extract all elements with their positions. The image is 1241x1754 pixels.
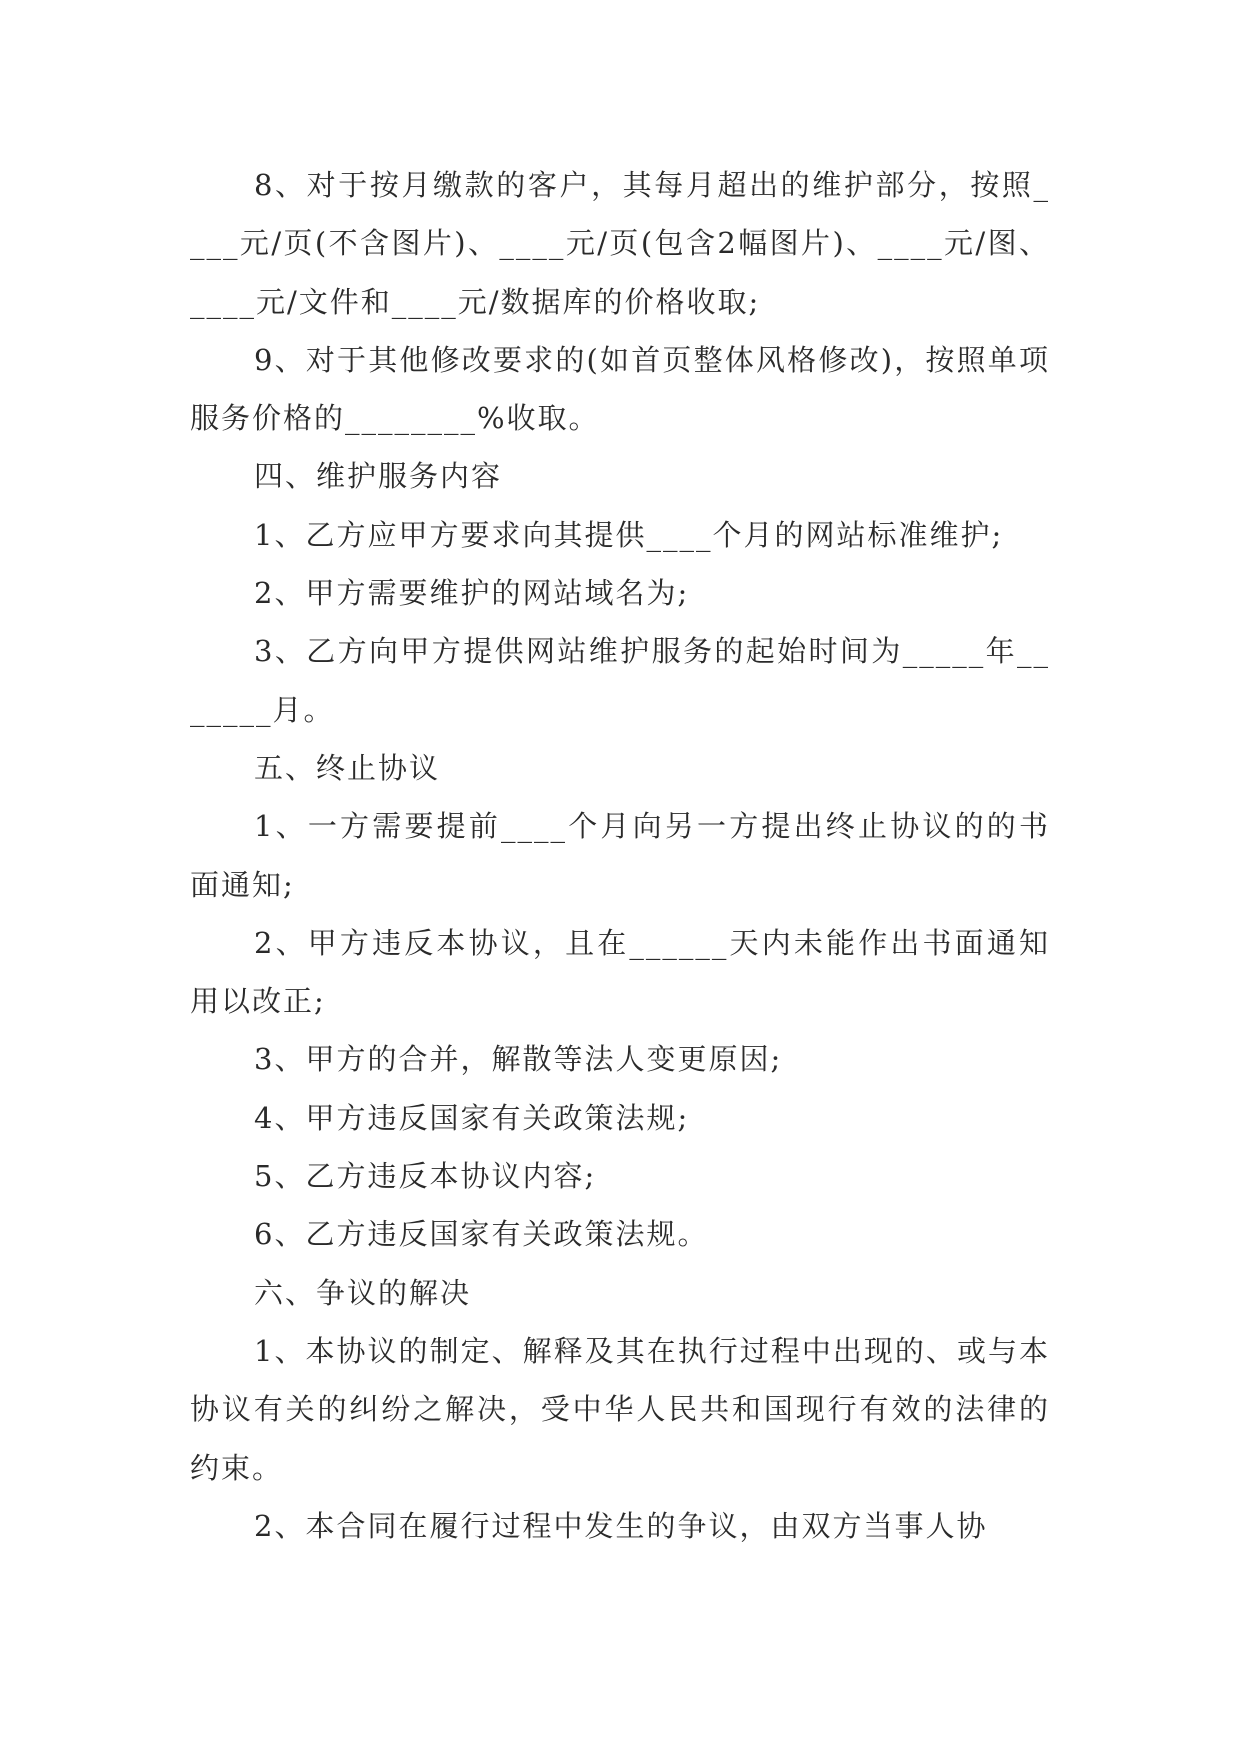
clause-9-other-modification-pricing: 9、对于其他修改要求的(如首页整体风格修改)，按照单项服务价格的________%收取。 [190, 342, 1050, 436]
maintenance-clause-2: 2、甲方需要维护的网站域名为; [254, 576, 690, 611]
section-heading-maintenance-content: 四、维护服务内容 [254, 459, 503, 494]
maintenance-clause-1: 1、乙方应甲方要求向其提供____个月的网站标准维护; [254, 517, 1004, 552]
section-heading-dispute-resolution: 六、争议的解决 [254, 1275, 472, 1310]
termination-clause-1: 1、一方需要提前____个月向另一方提出终止协议的的书面通知; [190, 809, 1050, 902]
document-body [190, 156, 1050, 1555]
termination-clause-3: 3、甲方的合并，解散等法人变更原因; [254, 1042, 783, 1077]
termination-clause-2: 2、甲方违反本协议，且在______天内未能作出书面通知用以改正; [190, 925, 1050, 1019]
termination-clause-4: 4、甲方违反国家有关政策法规; [254, 1100, 690, 1135]
maintenance-clause-3: 3、乙方向甲方提供网站维护服务的起始时间为_____年_______月。 [190, 634, 1050, 727]
dispute-clause-1: 1、本协议的制定、解释及其在执行过程中出现的、或与本协议有关的纠纷之解决，受中华人民共和国现行有效的法律的约束。 [190, 1333, 1050, 1485]
termination-clause-6: 6、乙方违反国家有关政策法规。 [254, 1217, 709, 1252]
termination-clause-5: 5、乙方违反本协议内容; [254, 1159, 597, 1194]
clause-8-monthly-overage-pricing: 8、对于按月缴款的客户，其每月超出的维护部分，按照____元/页(不含图片)、____元/页(包含2幅图片)、____元/图、____元/文件和____元/数据库的价格收取; [190, 168, 1050, 319]
dispute-clause-2: 2、本合同在履行过程中发生的争议，由双方当事人协 [254, 1508, 988, 1543]
section-heading-termination: 五、终止协议 [254, 750, 441, 785]
